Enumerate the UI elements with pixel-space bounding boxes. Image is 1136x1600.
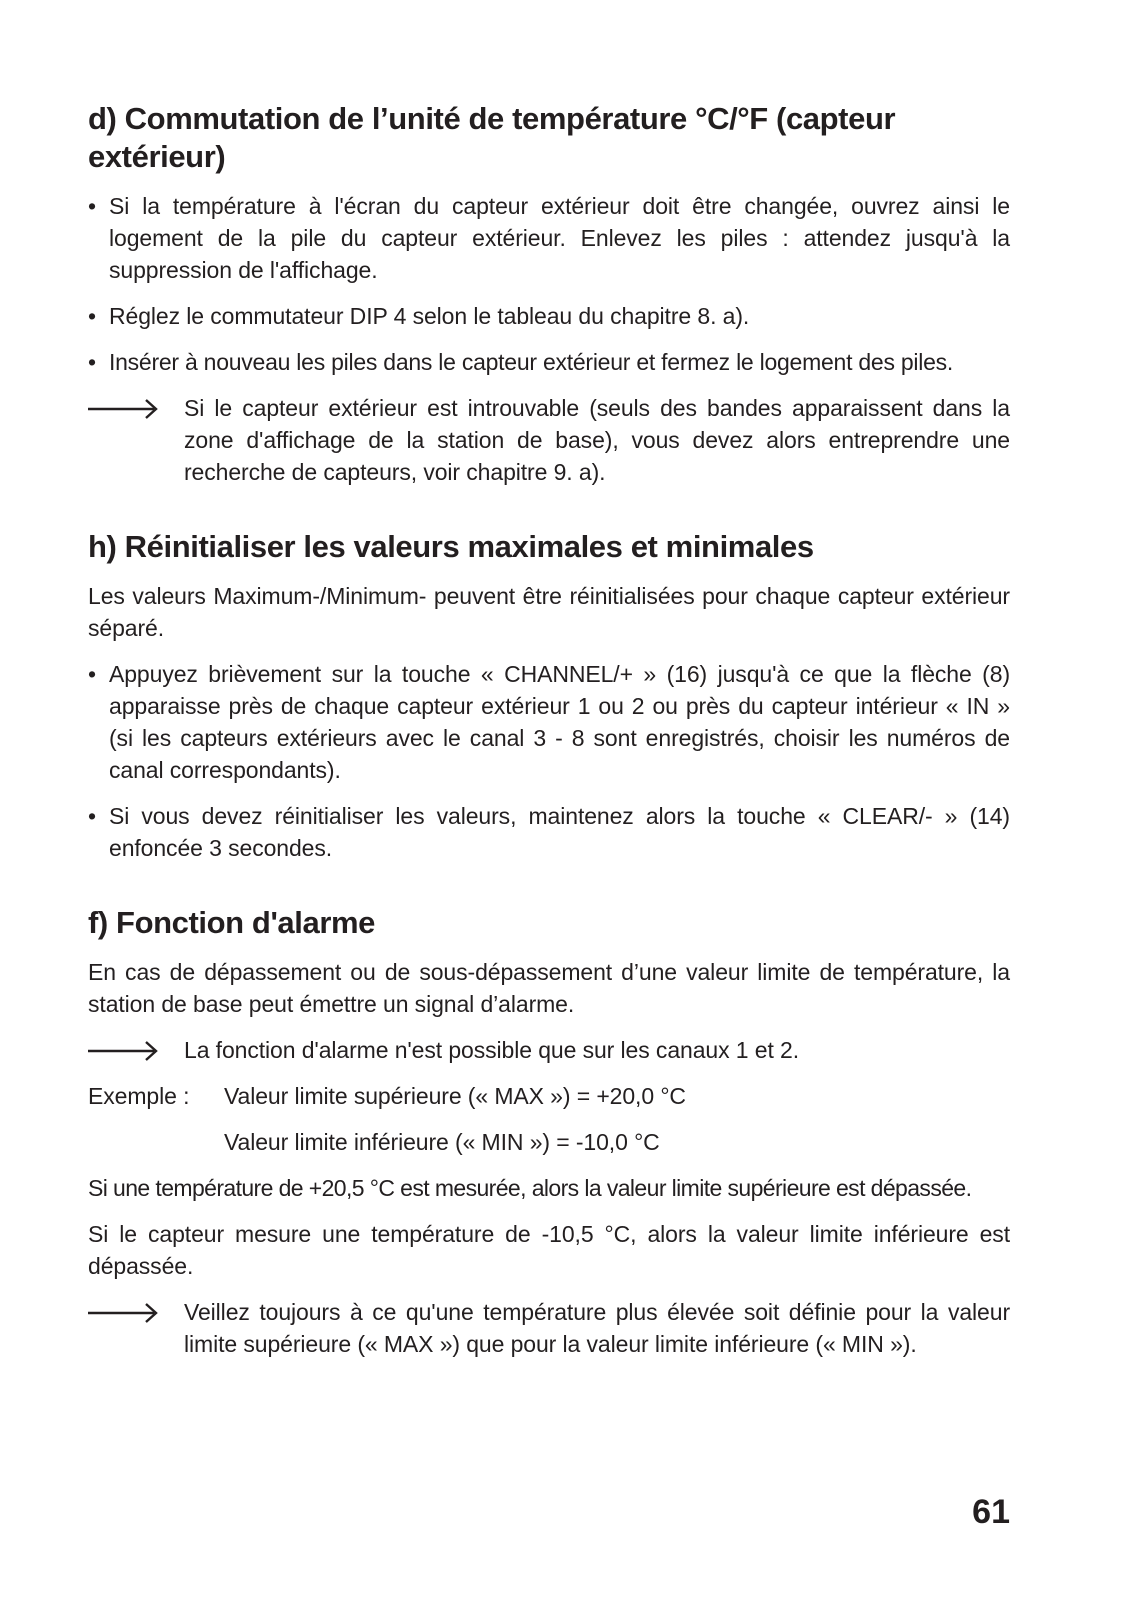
note-block [88, 1034, 1010, 1066]
section-f-intro: En cas de dépassement ou de sous-dépassement d’une valeur limite de température, la station de base peut émettre un signal d’alarme. [88, 959, 1010, 1017]
list-item-text: Appuyez brièvement sur la touche « CHANNEL/+ » (16) jusqu'à ce que la flèche (8) apparaisse près de chaque capteur extérieur 1 ou 2 ou près du capteur intérieur « IN » (si les capteurs extérieurs avec le canal 3 - 8 sont enregistrés, choisir les numéros de canal correspondants). [109, 661, 1010, 783]
page-content [88, 100, 1010, 1360]
paragraph: Si le capteur mesure une température de -10,5 °C, alors la valeur limite inférieure est dépassée. [88, 1221, 1010, 1279]
example-row [88, 1126, 1010, 1158]
example-min: Valeur limite inférieure (« MIN ») = -10,0 °C [224, 1129, 660, 1155]
arrow-right-icon [88, 392, 184, 424]
bullet-icon: • [88, 303, 96, 329]
list-item-text: Insérer à nouveau les piles dans le capteur extérieur et fermez le logement des piles. [109, 349, 954, 375]
example-row [88, 1080, 1010, 1112]
bullet-icon: • [88, 661, 96, 687]
list-item-text: Réglez le commutateur DIP 4 selon le tableau du chapitre 8. a). [109, 303, 750, 329]
arrow-right-icon [88, 1034, 184, 1066]
note-block [88, 392, 1010, 488]
example-label-spacer [88, 1126, 224, 1158]
list-item [88, 346, 1010, 378]
list-item [88, 800, 1010, 864]
arrow-right-icon [88, 1296, 184, 1328]
list-item [88, 190, 1010, 286]
list-item-text: Si la température à l'écran du capteur extérieur doit être changée, ouvrez ainsi le logement de la pile du capteur extérieur. Enlevez les piles : attendez jusqu'à la suppression de l'affichage. [109, 193, 1010, 283]
section-h-intro: Les valeurs Maximum-/Minimum- peuvent être réinitialisées pour chaque capteur extérieur séparé. [88, 583, 1010, 641]
paragraph: Si une température de +20,5 °C est mesurée, alors la valeur limite supérieure est dépassée. [88, 1175, 972, 1201]
bullet-icon: • [88, 193, 96, 219]
bullet-icon: • [88, 803, 96, 829]
section-d-heading: d) Commutation de l’unité de température °C/°F (capteur extérieur) [88, 101, 896, 174]
example-max: Valeur limite supérieure (« MAX ») = +20,0 °C [224, 1083, 686, 1109]
example-label: Exemple : [88, 1083, 190, 1109]
page-number: 61 [972, 1493, 1010, 1531]
section-h-heading: h) Réinitialiser les valeurs maximales et minimales [88, 529, 814, 564]
section-f-heading: f) Fonction d'alarme [88, 905, 375, 940]
list-item [88, 300, 1010, 332]
note-text: La fonction d'alarme n'est possible que sur les canaux 1 et 2. [184, 1037, 800, 1063]
note-text: Veillez toujours à ce qu'une température plus élevée soit définie pour la valeur limite supérieure (« MAX ») que pour la valeur limite inférieure (« MIN »). [184, 1299, 1010, 1357]
bullet-icon: • [88, 349, 96, 375]
note-text: Si le capteur extérieur est introuvable (seuls des bandes apparaissent dans la zone d'affichage de la station de base), vous devez alors entreprendre une recherche de capteurs, voir chapitre 9. a). [184, 395, 1010, 485]
list-item [88, 658, 1010, 786]
list-item-text: Si vous devez réinitialiser les valeurs, maintenez alors la touche « CLEAR/- » (14) enfoncée 3 secondes. [109, 803, 1010, 861]
note-block [88, 1296, 1010, 1360]
